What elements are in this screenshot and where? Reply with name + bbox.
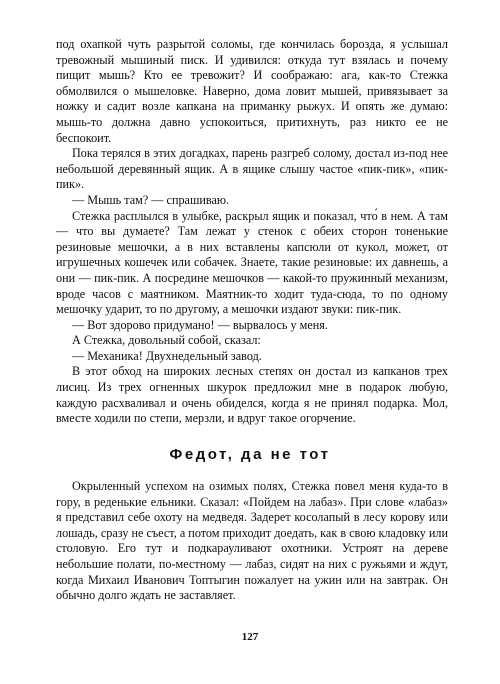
section1-text [56, 37, 448, 427]
paragraph: В этот обход на широких лесных степях он достал из капканов трех лисиц. Из трех огненных шкурок предложил мне в подарок любую, каждую расхваливал и очень обиделся, когда я не принял подарка. Мол, вместе ходили по степи, мерзли, и вдруг такое огорчение. [56, 364, 448, 426]
page-number: 127 [241, 631, 259, 643]
dialogue-line: — Вот здорово придумано! — вырвалось у меня. [72, 317, 328, 332]
section2-text [56, 479, 448, 604]
paragraph: Стежка расплылся в улыбке, раскрыл ящик и показал, что́ в нем. А там — что вы думаете? Там лежат у стенок с обеих сторон тоненькие резиновые мешочки, а в них вставлены капсюли от кукол, может, от игрушечных кошечек или собачек. Знаете, такие резиновые: их давнешь, а они — пик-пик. А посредине мешочков — какой-то пружинный механизм, вроде часов с маятником. Маятник-то ходит туда-сюда, то по одному мешочку ударит, то по другому, а мешочки издают звуки: пик-пик. [56, 208, 448, 317]
paragraph: Пока терялся в этих догадках, парень разгреб солому, достал из-под нее небольшой деревянный ящик. А в ящике слышу частое «пик-пик», «пик-пик». [56, 146, 448, 192]
paragraph: под охапкой чуть разрытой соломы, где кончилась борозда, я услышал тревожный мышиный писк. И удивился: откуда тут взялась и почему пищит мышь? Кто ее тревожит? И соображаю: ага, как-то Стежка обмолвился о мышеловке. Наверно, дома ловит мышей, привязывает за ножку и садит возле капкана на приманку рыжух. И опять же думаю: мышь-то должна давно успокоиться, притихнуть, раз никто ее не беспокоит. [56, 37, 448, 145]
dialogue-line: — Мышь там? — спрашиваю. [72, 192, 230, 207]
paragraph: А Стежка, довольный собой, сказал: [72, 333, 261, 348]
dialogue-line: — Механика! Двухнедельный завод. [72, 348, 262, 363]
chapter-title: Федот, да не тот [169, 446, 331, 463]
paragraph: Окрыленный успехом на озимых полях, Стежка повел меня куда-то в гору, в реденькие ельники. Сказал: «Пойдем на лабаз». При слове «лабаз» я представил себе охоту на медведя. Задерет косолапый в лесу корову или лошадь, сразу не съест, а потом приходит доедать, как в свою кладовку или столовую. Его тут и подкарауливают охотники. Устроят на дереве небольшие полати, по-местному — лабаз, сидят на них с ружьями и ждут, когда Михаил Иванович Топтыгин пожалует на ужин или на завтрак. Он обычно долго ждать не заставляет. [56, 479, 448, 603]
